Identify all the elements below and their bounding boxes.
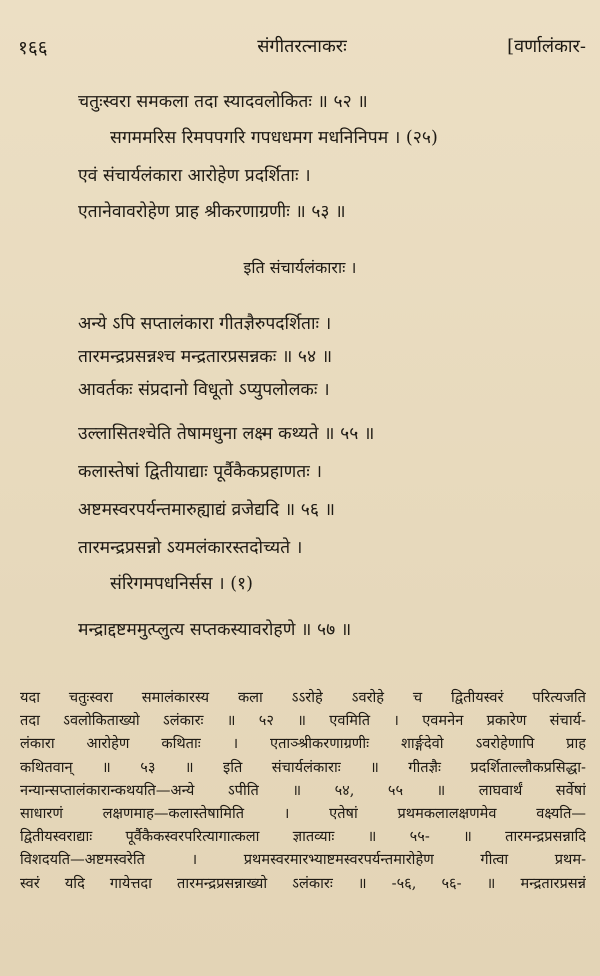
commentary (20, 686, 586, 895)
commentary-line: लंकारा आरोहेण कथिताः । एताञ्श्रीकरणाग्रणीः शार्ङ्गदेवो ऽवरोहेणापि प्राह (20, 735, 586, 753)
running-title: संगीतरत्नाकरः (257, 36, 347, 57)
verse-line: अष्टमस्वरपर्यन्तमारुह्याद्यं व्रजेद्यदि ॥ ५६ ॥ (78, 500, 335, 520)
commentary-line: द्वितीयस्वराद्याः पूर्वैकैकस्वरपरित्यागात्कला ज्ञातव्याः ॥ ५५- ॥ तारमन्द्रप्रसन्नादि (20, 828, 586, 846)
verse-line: चतुःस्वरा समकला तदा स्यादवलोकितः ॥ ५२ ॥ (78, 92, 368, 112)
notation-line: संरिगमपधनिर्सस । (१) (110, 574, 253, 594)
page-header (18, 34, 586, 62)
commentary-line: यदा चतुःस्वरा समालंकारस्य कला ऽऽरोहे ऽवरोहे च द्वितीयस्वरं परित्यजति (20, 689, 586, 706)
verse-line: एवं संचार्यलंकारा आरोहेण प्रदर्शिताः । (78, 166, 311, 186)
commentary-line: तदा ऽवलोकिताख्यो ऽलंकारः ॥ ५२ ॥ एवमिति । एवमनेन प्रकारेण संचार्य- (20, 712, 586, 730)
notation-line: सगममरिस रिमपपगरि गपधधमग मधनिनिपम । (२५) (110, 128, 438, 148)
commentary-line: नन्यान्सप्तालंकारान्कथयति—अन्ये ऽपीति ॥ ५४, ५५ ॥ लाघवार्थं सर्वेषां (20, 781, 586, 799)
verse-line: तारमन्द्रप्रसन्नश्च मन्द्रतारप्रसन्नकः ॥ ५४ ॥ (78, 347, 333, 367)
verse-line: अन्ये ऽपि सप्तालंकारा गीतज्ञैरुपदर्शिताः । (78, 314, 332, 334)
section-colophon: इति संचार्यलंकाराः । (243, 258, 357, 277)
verse-line: आवर्तकः संप्रदानो विधूतो ऽप्युपलोलकः । (78, 380, 330, 400)
verse-line: कलास्तेषां द्वितीयाद्याः पूर्वैकैकप्रहाणतः । (78, 462, 322, 482)
page-number: १६६ (18, 37, 48, 59)
verse-line: एतानेवावरोहेण प्राह श्रीकरणाग्रणीः ॥ ५३ ॥ (78, 202, 346, 222)
verse-line: मन्द्राद्दष्टममुत्प्लुत्य सप्तकस्यावरोहणे ॥ ५७ ॥ (78, 620, 352, 640)
verse-line: तारमन्द्रप्रसन्नो ऽयमलंकारस्तदोच्यते । (78, 538, 303, 558)
commentary-line: स्वरं यदि गायेत्तदा तारमन्द्रप्रसन्नाख्यो ऽलंकारः ॥ -५६, ५६- ॥ मन्द्रतारप्रसन्नं (20, 874, 586, 892)
commentary-line: कथितवान् ॥ ५३ ॥ इति संचार्यलंकाराः ॥ गीतज्ञैः प्रदर्शिताल्लौकप्रसिद्धा- (20, 758, 586, 776)
verse-line: उल्लासितश्चेति तेषामधुना लक्ष्म कथ्यते ॥ ५५ ॥ (78, 424, 375, 444)
section-title: [वर्णालंकार- (507, 36, 586, 57)
commentary-line: साधारणं लक्षणमाह—कलास्तेषामिति । एतेषां प्रथमकलालक्षणमेव वक्ष्यति— (20, 805, 586, 823)
commentary-line: विशदयति—अष्टमस्वरेति । प्रथमस्वरमारभ्याष्टमस्वरपर्यन्तमारोहेण गीत्वा प्रथम- (20, 851, 586, 869)
